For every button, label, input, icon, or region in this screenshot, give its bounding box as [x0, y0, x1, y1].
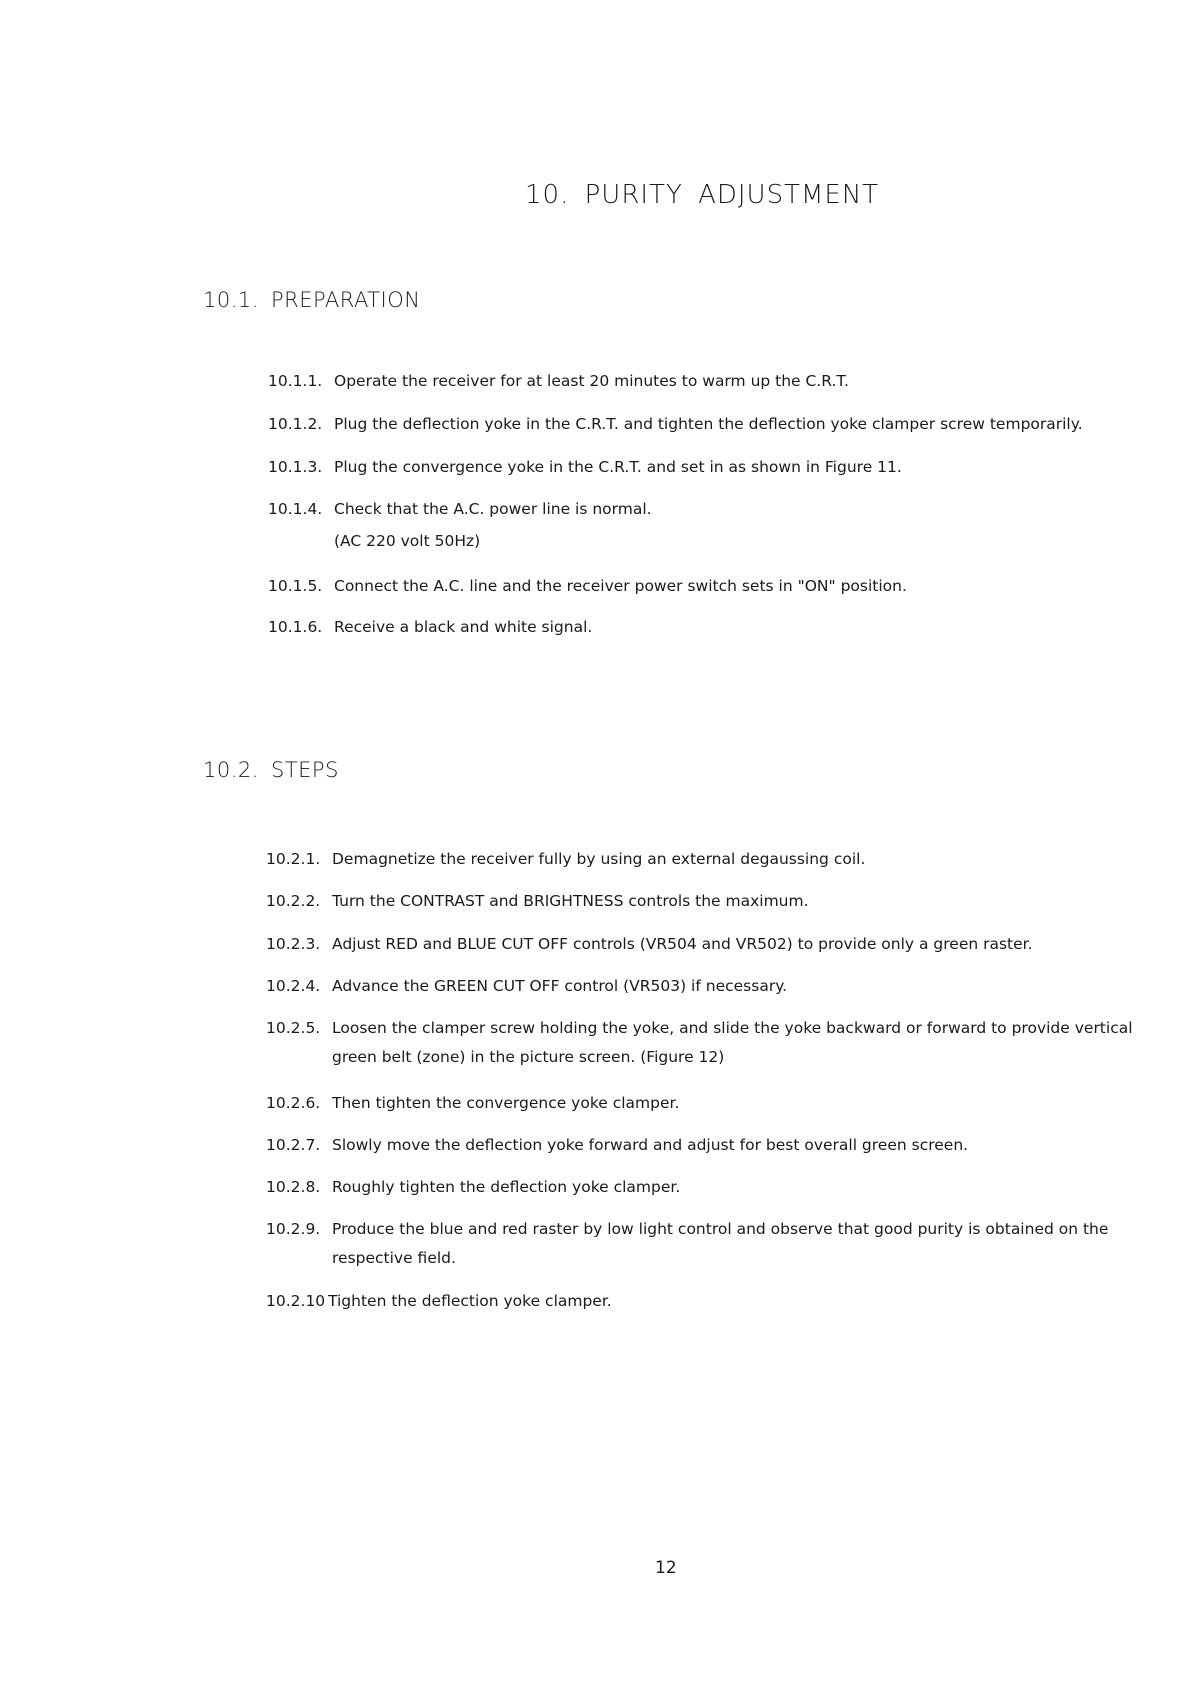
item-text: Roughly tighten the deflection yoke clamper.: [332, 1178, 681, 1196]
item-number: 10.1.5.: [268, 577, 323, 595]
item-text: Plug the convergence yoke in the C.R.T. and set in as shown in Figure 11.: [334, 458, 902, 476]
item-text-continuation: (AC 220 volt 50Hz): [334, 532, 481, 550]
item-text: Connect the A.C. line and the receiver power switch sets in "ON" position.: [334, 577, 907, 595]
section-number: 10.1.: [203, 288, 259, 312]
item-number: 10.1.1.: [268, 372, 323, 390]
item-text: Turn the CONTRAST and BRIGHTNESS controls the maximum.: [332, 892, 809, 910]
item-text-continuation: green belt (zone) in the picture screen. (Figure 12): [332, 1048, 725, 1066]
section-number: 10.2.: [203, 758, 259, 782]
page-title: 10. PURITY ADJUSTMENT: [525, 180, 880, 210]
item-number: 10.1.4.: [268, 500, 323, 518]
section-title: STEPS: [271, 758, 339, 782]
item-text: Then tighten the convergence yoke clamper.: [332, 1094, 680, 1112]
item-number: 10.2.3.: [266, 935, 321, 953]
item-number: 10.2.8.: [266, 1178, 321, 1196]
item-number: 10.2.7.: [266, 1136, 321, 1154]
item-text: Demagnetize the receiver fully by using an external degaussing coil.: [332, 850, 866, 868]
item-number: 10.2.1.: [266, 850, 321, 868]
section-heading-steps: [203, 758, 339, 782]
item-number: 10.2.5.: [266, 1019, 321, 1037]
item-text: Advance the GREEN CUT OFF control (VR503) if necessary.: [332, 977, 788, 995]
item-number: 10.2.10: [266, 1292, 326, 1310]
item-number: 10.2.4.: [266, 977, 321, 995]
item-number: 10.2.2.: [266, 892, 321, 910]
item-text: Produce the blue and red raster by low light control and observe that good purity is obtained on the: [332, 1220, 1109, 1238]
item-text: Plug the deflection yoke in the C.R.T. and tighten the deflection yoke clamper screw temporarily.: [334, 415, 1083, 433]
item-number: 10.1.3.: [268, 458, 323, 476]
item-text: Check that the A.C. power line is normal.: [334, 500, 652, 518]
item-number: 10.2.9.: [266, 1220, 321, 1238]
item-number: 10.1.2.: [268, 415, 323, 433]
item-number: 10.1.6.: [268, 618, 323, 636]
item-text: Receive a black and white signal.: [334, 618, 593, 636]
item-number: 10.2.6.: [266, 1094, 321, 1112]
item-text-continuation: respective field.: [332, 1249, 456, 1267]
item-text: Loosen the clamper screw holding the yoke, and slide the yoke backward or forward to provide vertical: [332, 1019, 1133, 1037]
section-title: PREPARATION: [271, 288, 421, 312]
item-text: Tighten the deflection yoke clamper.: [328, 1292, 612, 1310]
section-heading-preparation: [203, 288, 420, 312]
page-number: 12: [655, 1558, 677, 1578]
item-text: Adjust RED and BLUE CUT OFF controls (VR504 and VR502) to provide only a green raster.: [332, 935, 1033, 953]
item-text: Operate the receiver for at least 20 minutes to warm up the C.R.T.: [334, 372, 849, 390]
item-text: Slowly move the deflection yoke forward and adjust for best overall green screen.: [332, 1136, 969, 1154]
